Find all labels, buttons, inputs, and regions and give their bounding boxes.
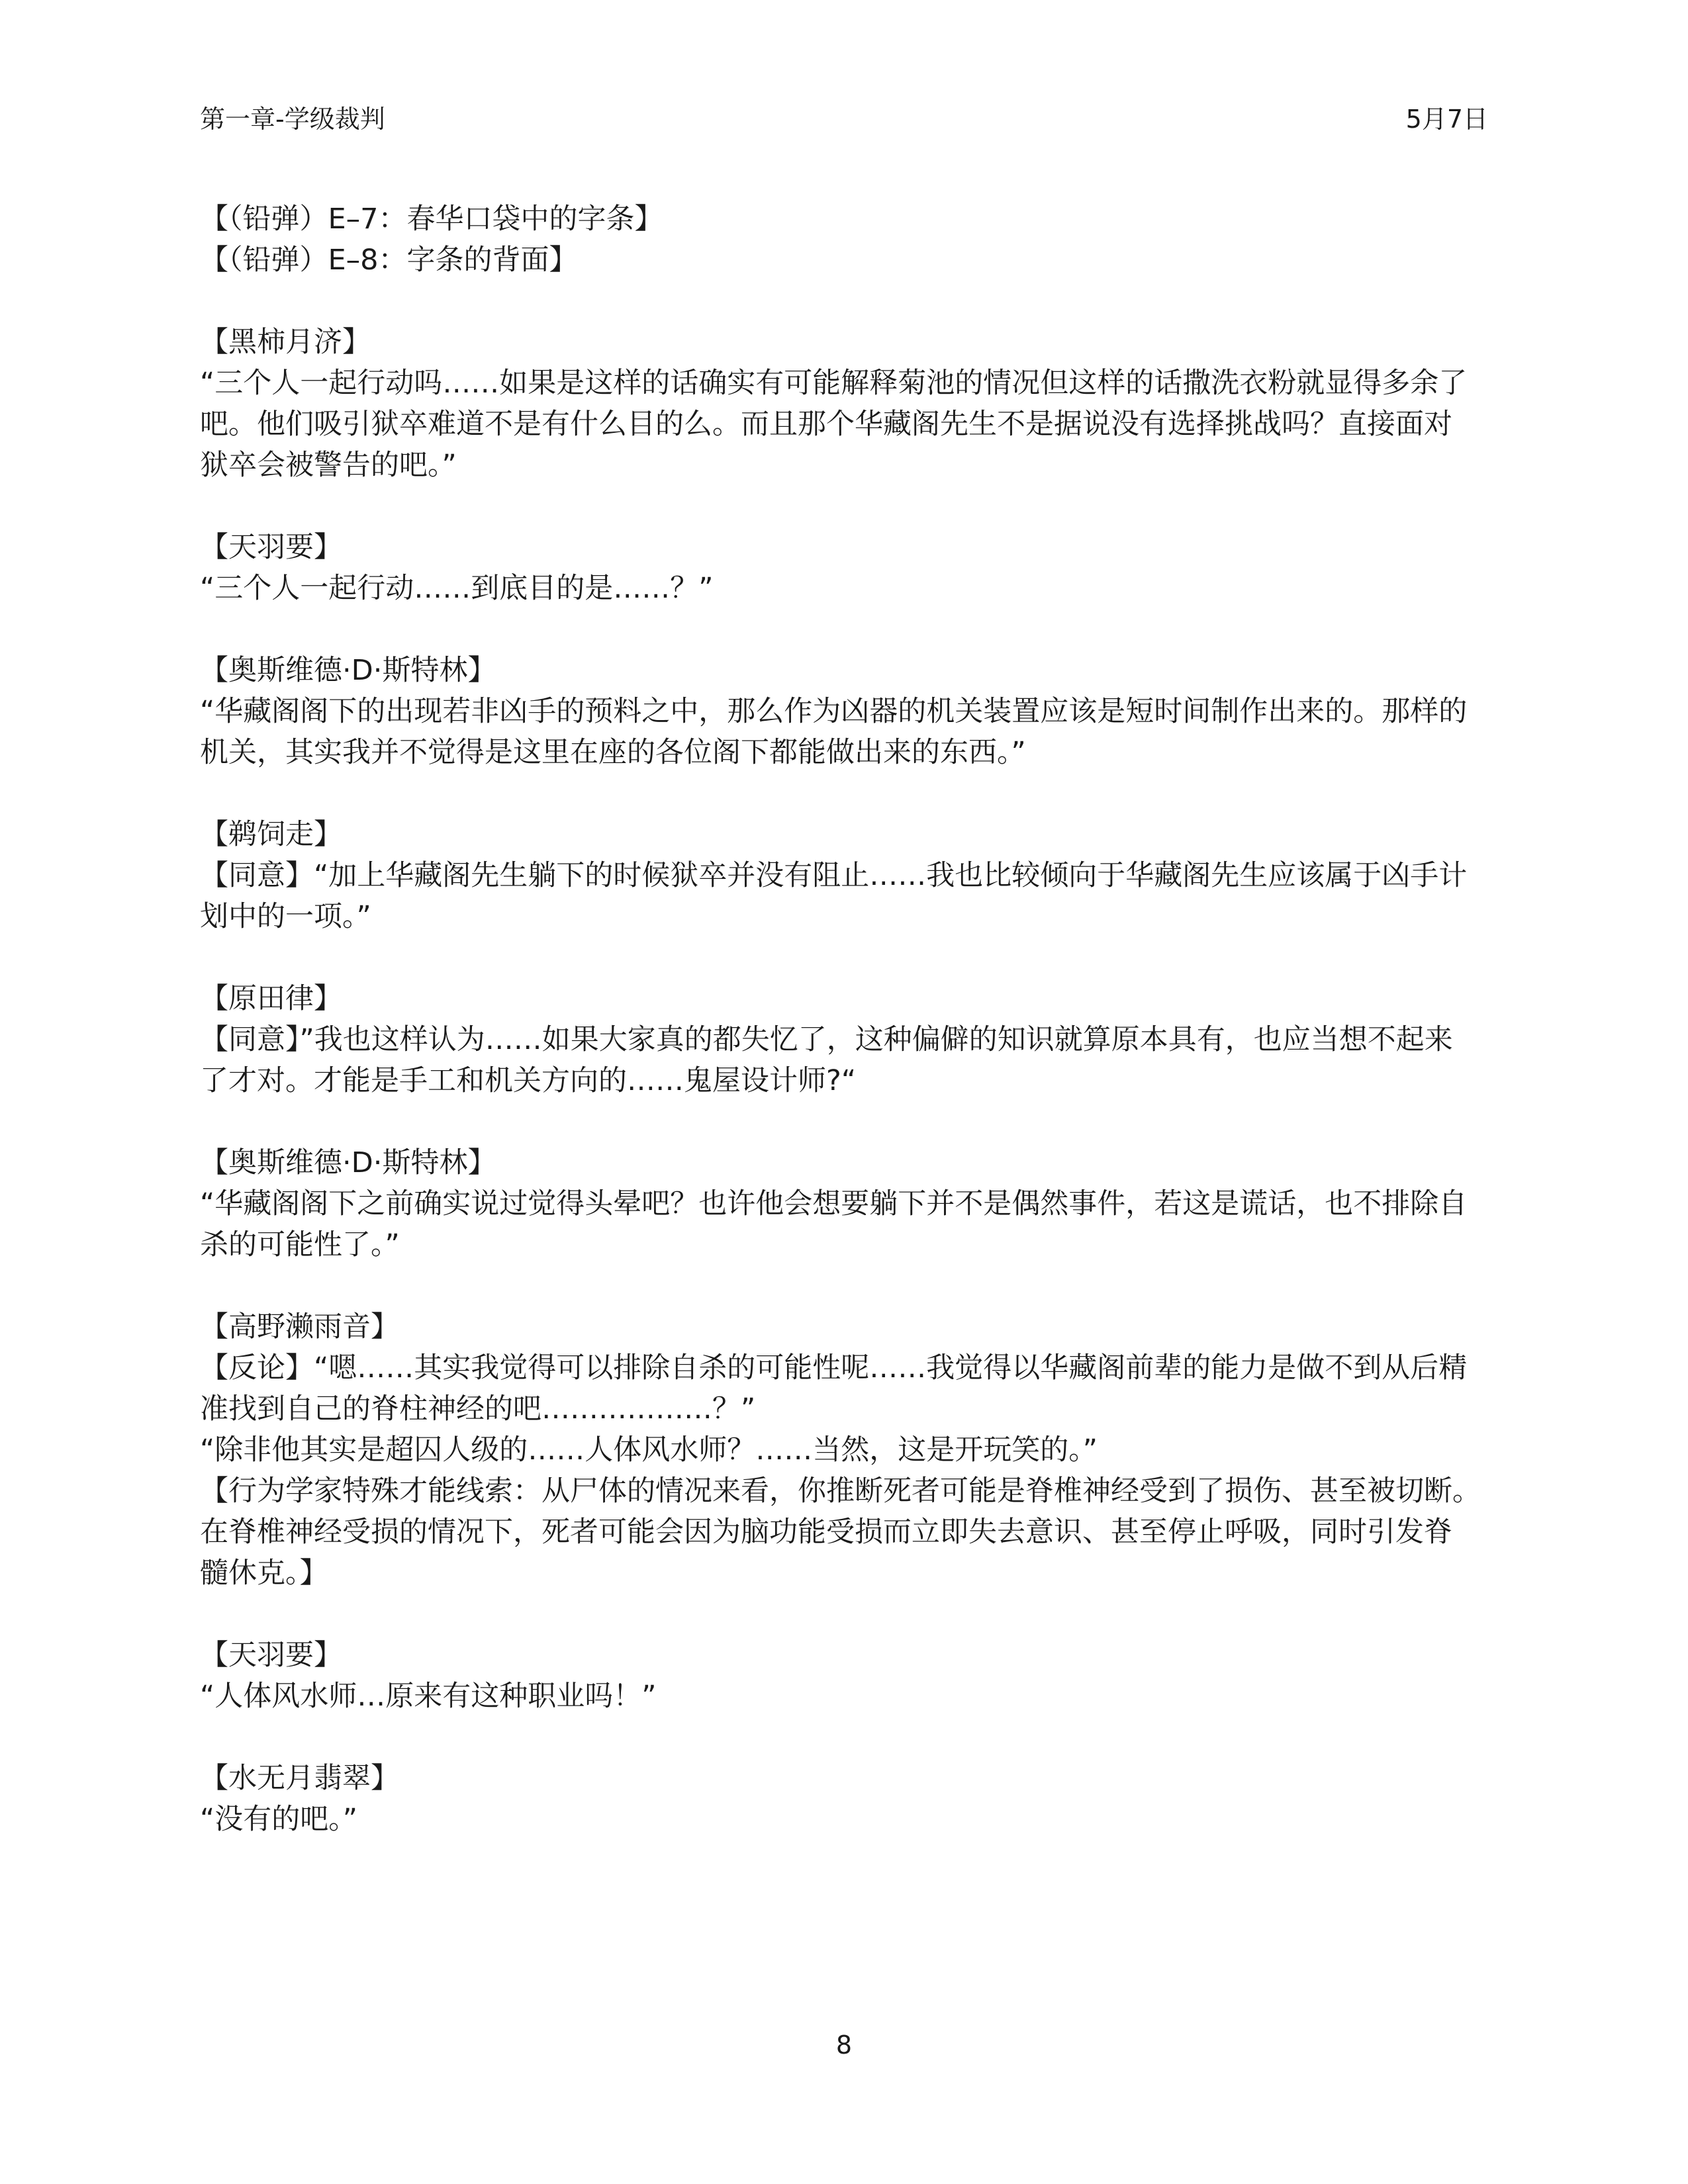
text-line: 【天羽要】 (200, 1639, 342, 1672)
text-line: “华藏阁阁下之前确实说过觉得头晕吧？也许他会想要躺下并不是偶然事件，若这是谎话，也不排除自 (200, 1187, 1468, 1220)
text-line: “除非他其实是超囚人级的……人体风水师？……当然，这是开玩笑的。” (200, 1433, 1098, 1467)
text-line: 【黑柿月济】 (200, 326, 371, 359)
text-line: 划中的一项。” (200, 900, 371, 933)
text-line: 【（铅弹）E–7：春华口袋中的字条】 (200, 203, 663, 236)
text-line: “三个人一起行动吗……如果是这样的话确实有可能解释菊池的情况但这样的话撒洗衣粉就显得多余了 (200, 367, 1468, 400)
text-line: 【奥斯维德·D·斯特林】 (200, 654, 496, 687)
blank-line (200, 1265, 1488, 1306)
text-line: 了才对。才能是手工和机关方向的……鬼屋设计师?“ (200, 1064, 857, 1097)
chapter-title: 第一章-学级裁判 (200, 105, 385, 134)
page-number: 8 (835, 2030, 853, 2060)
text-line: 【鹈饲走】 (200, 818, 342, 851)
text-line: 准找到自己的脊柱神经的吧………………？” (200, 1392, 756, 1426)
blank-line (200, 937, 1488, 978)
text-line: “三个人一起行动……到底目的是……？” (200, 572, 714, 605)
text-line: 机关，其实我并不觉得是这里在座的各位阁下都能做出来的东西。” (200, 736, 1026, 769)
text-line: 杀的可能性了。” (200, 1228, 400, 1261)
text-line: 【原田律】 (200, 982, 342, 1015)
text-line: 吧。他们吸引狱卒难道不是有什么目的么。而且那个华藏阁先生不是据说没有选择挑战吗？直接面对 (200, 408, 1452, 441)
text-line: “华藏阁阁下的出现若非凶手的预料之中，那么作为凶器的机关装置应该是短时间制作出来的。那样的 (200, 695, 1468, 728)
text-line: 【天羽要】 (200, 531, 342, 564)
blank-line (200, 281, 1488, 322)
blank-line (200, 609, 1488, 650)
blank-line (200, 1717, 1488, 1758)
text-line: 【行为学家特殊才能线索：从尸体的情况来看，你推断死者可能是脊椎神经受到了损伤、甚至被切断。 (200, 1475, 1481, 1508)
text-line: “没有的吧。” (200, 1803, 358, 1836)
text-line: 【反论】“嗯……其实我觉得可以排除自杀的可能性呢……我觉得以华藏阁前辈的能力是做不到从后精 (200, 1351, 1468, 1385)
text-line: 在脊椎神经受损的情况下，死者可能会因为脑功能受损而立即失去意识、甚至停止呼吸，同时引发脊 (200, 1516, 1452, 1549)
header-date: 5月7日 (1405, 105, 1488, 134)
text-line: 【同意】”我也这样认为……如果大家真的都失忆了，这种偏僻的知识就算原本具有，也应当想不起来 (200, 1023, 1453, 1056)
text-line: 【水无月翡翠】 (200, 1762, 399, 1795)
text-line: 【（铅弹）E–8：字条的背面】 (200, 244, 578, 277)
page-header (200, 99, 1488, 139)
blank-line (200, 773, 1488, 814)
text-line: 髓休克。】 (200, 1557, 328, 1590)
text-line: 【高野濑雨音】 (200, 1310, 399, 1343)
blank-line (200, 1594, 1488, 1635)
text-line: 【同意】“加上华藏阁先生躺下的时候狱卒并没有阻止……我也比较倾向于华藏阁先生应该属于凶手计 (200, 859, 1468, 892)
document-body (200, 199, 1488, 1840)
text-line: 狱卒会被警告的吧。” (200, 449, 457, 482)
blank-line (200, 486, 1488, 527)
text-line: “人体风水师…原来有这种职业吗！” (200, 1680, 657, 1713)
text-line: 【奥斯维德·D·斯特林】 (200, 1146, 496, 1179)
blank-line (200, 1101, 1488, 1142)
